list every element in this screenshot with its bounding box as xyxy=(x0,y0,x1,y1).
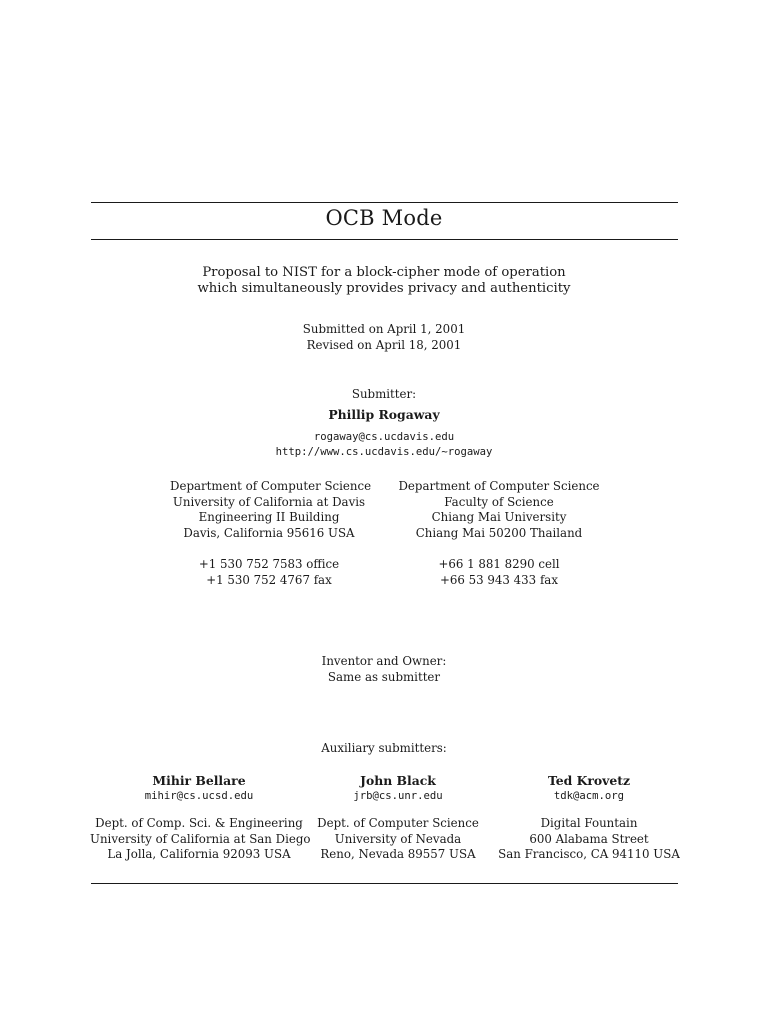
address-line: Department of Computer Science xyxy=(170,479,372,493)
bottom-rule xyxy=(91,883,678,884)
auxiliary-label: Auxiliary submitters: xyxy=(321,741,447,755)
person-name: Ted Krovetz xyxy=(547,773,631,788)
auxiliary-submitter xyxy=(90,773,311,863)
address-line: Dept. of Comp. Sci. & Engineering xyxy=(95,816,303,831)
person-email: jrb@cs.unr.edu xyxy=(353,789,443,802)
address-line: University of California at San Diego xyxy=(90,831,311,846)
owner-label: Inventor and Owner: xyxy=(321,654,447,668)
owner-value: Same as submitter xyxy=(327,669,441,684)
address-line: Chiang Mai University xyxy=(431,510,567,525)
phone-line: +1 530 752 4767 fax xyxy=(206,572,332,587)
person-email: mihir@cs.ucsd.edu xyxy=(144,789,254,802)
address-line: Dept. of Computer Science xyxy=(317,816,479,831)
address-line: La Jolla, California 92093 USA xyxy=(107,847,291,862)
phone-line: +1 530 752 7583 office xyxy=(198,556,340,571)
page-title: OCB Mode xyxy=(325,206,443,230)
submitter-email: rogaway@cs.ucdavis.edu xyxy=(313,431,455,443)
address-line: Faculty of Science xyxy=(444,494,554,509)
submitted-date: Submitted on April 1, 2001 xyxy=(302,322,466,336)
address-line: University of Nevada xyxy=(334,831,462,846)
submitter-name: Phillip Rogaway xyxy=(328,407,440,422)
person-name: John Black xyxy=(360,773,436,788)
owner-block xyxy=(0,654,768,685)
address-line: Davis, California 95616 USA xyxy=(183,525,355,540)
submitter-label: Submitter: xyxy=(351,387,417,401)
person-email: tdk@acm.org xyxy=(553,789,625,802)
subtitle xyxy=(0,265,768,297)
revised-date: Revised on April 18, 2001 xyxy=(306,337,462,352)
address-line: Digital Fountain xyxy=(540,816,638,831)
address-line: Chiang Mai 50200 Thailand xyxy=(415,525,583,540)
address-line: Engineering II Building xyxy=(198,510,340,525)
title-rule xyxy=(91,239,678,240)
phone-line: +66 53 943 433 fax xyxy=(440,572,558,587)
address-line: University of California at Davis xyxy=(172,494,366,509)
address-line: Reno, Nevada 89557 USA xyxy=(320,847,476,862)
auxiliary-submitter xyxy=(308,773,488,863)
submitter-address-left xyxy=(170,479,372,588)
dates xyxy=(0,322,768,353)
address-line: Department of Computer Science xyxy=(398,479,600,493)
submitter-url: http://www.cs.ucdavis.edu/~rogaway xyxy=(275,446,493,458)
subtitle-line-1: Proposal to NIST for a block-cipher mode of operation xyxy=(202,265,566,280)
auxiliary-submitter xyxy=(494,773,684,863)
address-line: 600 Alabama Street xyxy=(529,831,649,846)
person-name: Mihir Bellare xyxy=(152,773,246,788)
top-rule xyxy=(91,202,678,203)
phone-line: +66 1 881 8290 cell xyxy=(438,556,560,571)
subtitle-line-2: which simultaneously provides privacy and authenticity xyxy=(197,281,571,296)
submitter-address-right xyxy=(398,479,600,588)
address-line: San Francisco, CA 94110 USA xyxy=(498,847,680,862)
